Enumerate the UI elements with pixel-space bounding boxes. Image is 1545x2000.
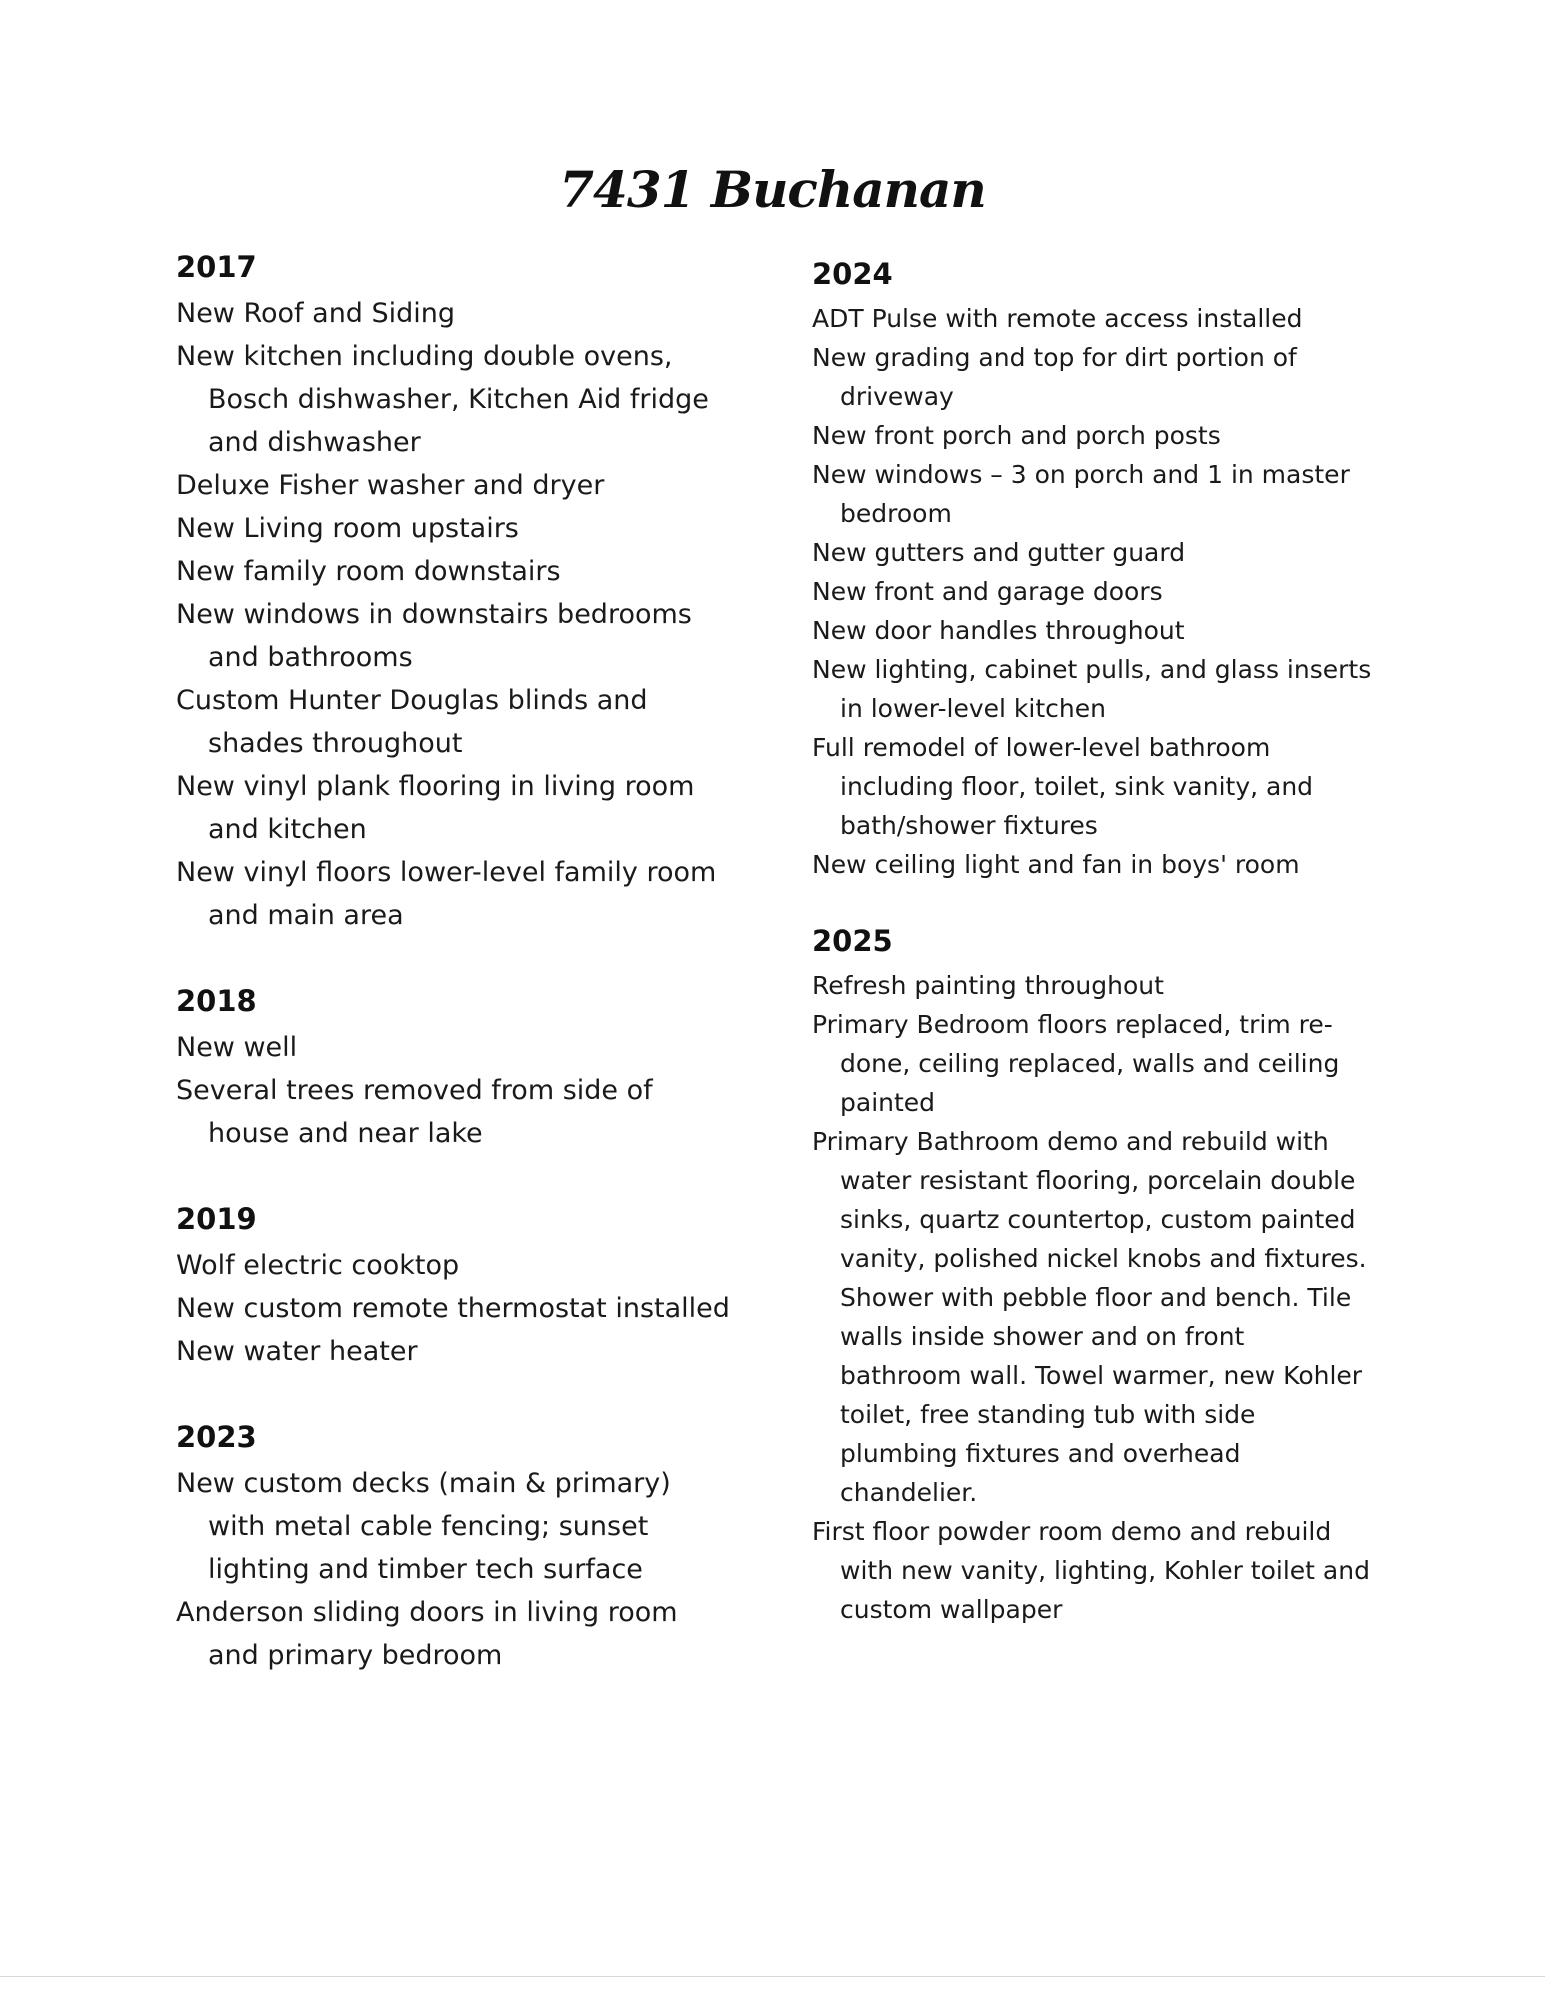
page-title: 7431 Buchanan: [559, 160, 986, 219]
list-item: New door handles throughout: [812, 616, 1185, 645]
year-heading: 2019: [176, 1202, 257, 1236]
list-item: New custom decks (main & primary) with metal cable fencing; sunset lighting and timber tech surface: [176, 1468, 671, 1585]
list-item: New vinyl floors lower-level family room and main area: [176, 857, 717, 931]
left-column: [176, 248, 736, 1677]
list-item: Deluxe Fisher washer and dryer: [176, 470, 605, 501]
list-item: Primary Bedroom floors replaced, trim re-done, ceiling replaced, walls and ceiling painted: [812, 1010, 1340, 1117]
year-heading: 2024: [812, 257, 893, 291]
year-section: [176, 1418, 736, 1677]
list-item: New Roof and Siding: [176, 298, 456, 329]
list-item: New front porch and porch posts: [812, 421, 1221, 450]
list-item: New custom remote thermostat installed: [176, 1293, 730, 1324]
list-item: New Living room upstairs: [176, 513, 519, 544]
list-item: Custom Hunter Douglas blinds and shades throughout: [176, 685, 648, 759]
list-item: New grading and top for dirt portion of driveway: [812, 343, 1297, 411]
year-heading: 2017: [176, 250, 257, 284]
list-item: Full remodel of lower-level bathroom including floor, toilet, sink vanity, and bath/shower fixtures: [812, 733, 1314, 840]
list-item: Several trees removed from side of house and near lake: [176, 1075, 653, 1149]
list-item: New well: [176, 1032, 298, 1063]
list-item: Anderson sliding doors in living room and primary bedroom: [176, 1597, 678, 1671]
year-heading: 2025: [812, 924, 893, 958]
year-section: [812, 922, 1372, 1629]
year-heading: 2018: [176, 984, 257, 1018]
list-item: New lighting, cabinet pulls, and glass inserts in lower-level kitchen: [812, 655, 1372, 723]
list-item: Refresh painting throughout: [812, 971, 1164, 1000]
list-item: Wolf electric cooktop: [176, 1250, 460, 1281]
list-item: First floor powder room demo and rebuild with new vanity, lighting, Kohler toilet and custom wallpaper: [812, 1517, 1370, 1624]
list-item: New ceiling light and fan in boys' room: [812, 850, 1300, 879]
year-section: [176, 982, 736, 1155]
year-heading: 2023: [176, 1420, 257, 1454]
list-item: New family room downstairs: [176, 556, 561, 587]
year-section: [176, 248, 736, 937]
scan-edge-line: [0, 1976, 1545, 1977]
right-column: [812, 255, 1372, 1629]
year-section: [812, 255, 1372, 884]
list-item: New windows – 3 on porch and 1 in master bedroom: [812, 460, 1350, 528]
list-item: New front and garage doors: [812, 577, 1163, 606]
list-item: New gutters and gutter guard: [812, 538, 1186, 567]
list-item: New windows in downstairs bedrooms and bathrooms: [176, 599, 692, 673]
list-item: New kitchen including double ovens, Bosch dishwasher, Kitchen Aid fridge and dishwasher: [176, 341, 709, 458]
list-item: ADT Pulse with remote access installed: [812, 304, 1303, 333]
list-item: New vinyl plank flooring in living room and kitchen: [176, 771, 695, 845]
year-section: [176, 1200, 736, 1373]
list-item: New water heater: [176, 1336, 418, 1367]
list-item: Primary Bathroom demo and rebuild with water resistant flooring, porcelain double sinks, quartz countertop, custom painted vanity, polished nickel knobs and fixtures. Shower with pebble floor and bench. Tile walls inside shower and on front bathroom wall. Towel warmer, new Kohler toilet, free standing tub with side plumbing fixtures and overhead chandelier.: [812, 1127, 1367, 1507]
